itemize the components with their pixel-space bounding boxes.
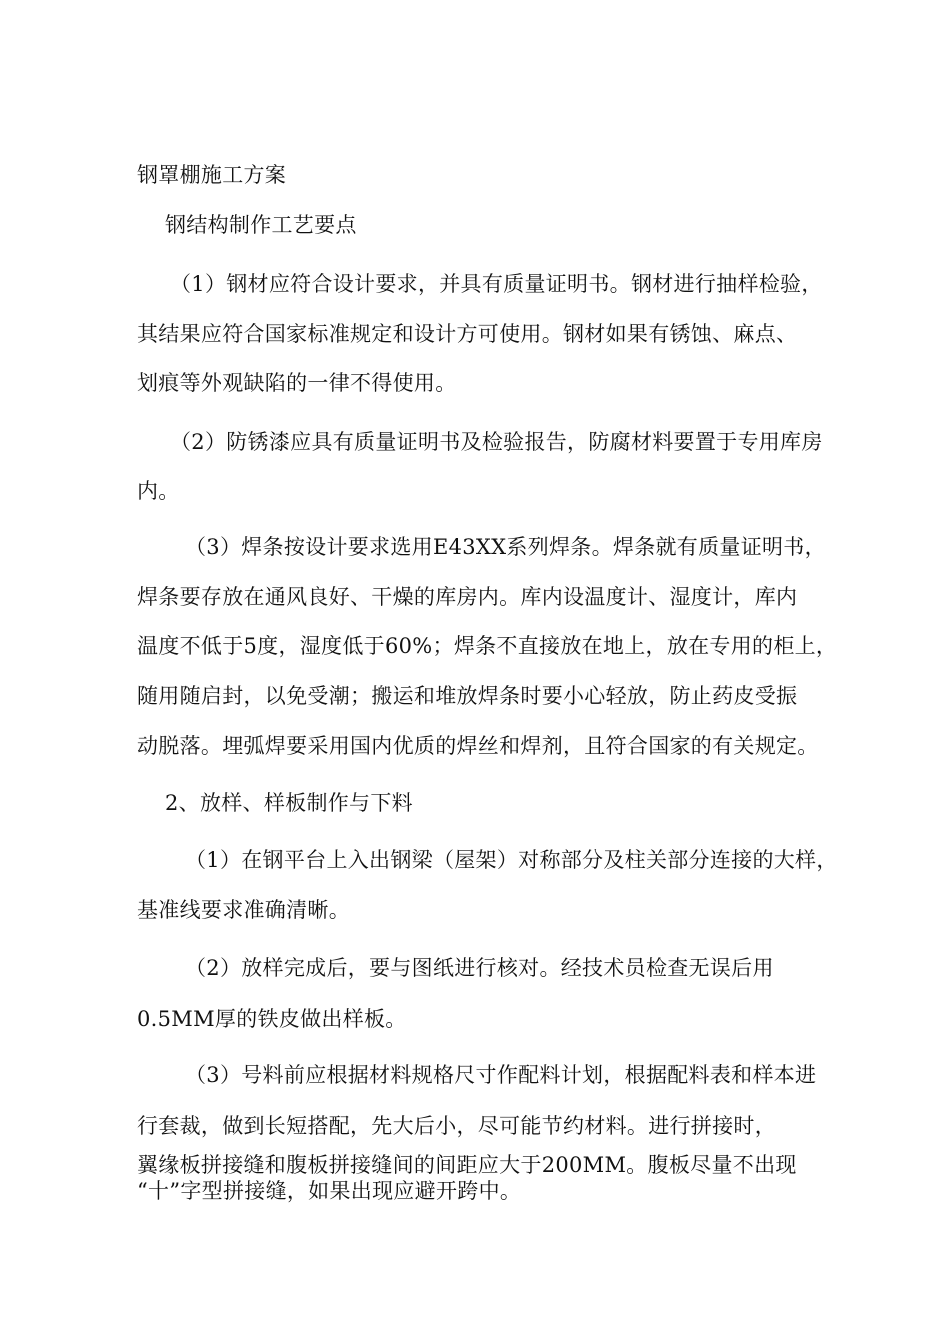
paragraph-line: 温度不低于5度，湿度低于60%；焊条不直接放在地上，放在专用的柜上， (137, 634, 838, 658)
paragraph-line: （1）钢材应符合设计要求，并具有质量证明书。钢材进行抽样检验， (170, 272, 823, 296)
paragraph-line: 随用随启封，以免受潮；搬运和堆放焊条时要小心轻放，防止药皮受振 (137, 684, 798, 708)
paragraph-line: 0.5MM厚的铁皮做出样板。 (137, 1007, 407, 1031)
paragraph-line: （3）焊条按设计要求选用E43XX系列焊条。焊条就有质量证明书， (185, 535, 826, 559)
paragraph-line: （1）在钢平台上入出钢梁（屋架）对称部分及柱关部分连接的大样， (185, 848, 838, 872)
paragraph-line: 动脱落。埋弧焊要采用国内优质的焊丝和焊剂，且符合国家的有关规定。 (137, 734, 819, 758)
document-title: 钢罩棚施工方案 (137, 163, 287, 187)
paragraph-line: 翼缘板拼接缝和腹板拼接缝间的间距应大于200MM。腹板尽量不出现 (137, 1153, 797, 1177)
paragraph-line: （2）防锈漆应具有质量证明书及检验报告，防腐材料要置于专用库房 (170, 430, 823, 454)
paragraph-line: 划痕等外观缺陷的一律不得使用。 (137, 371, 457, 395)
paragraph-line: （2）放样完成后，要与图纸进行核对。经技术员检查无误后用 (185, 956, 774, 980)
paragraph-line: 基准线要求准确清晰。 (137, 898, 350, 922)
paragraph-line: “十”字型拼接缝，如果出现应避开跨中。 (137, 1179, 522, 1203)
paragraph-line: （3）号料前应根据材料规格尺寸作配料计划，根据配料表和样本进 (185, 1063, 817, 1087)
paragraph-line: 内。 (137, 479, 180, 503)
paragraph-line: 焊条要存放在通风良好、干燥的库房内。库内设温度计、湿度计，库内 (137, 585, 798, 609)
paragraph-line: 其结果应符合国家标准规定和设计方可使用。钢材如果有锈蚀、麻点、 (137, 322, 798, 346)
section-heading: 钢结构制作工艺要点 (165, 213, 357, 237)
paragraph-line: 行套裁，做到长短搭配，先大后小，尽可能节约材料。进行拼接时， (137, 1114, 776, 1138)
section-heading: 2、放样、样板制作与下料 (165, 791, 413, 815)
